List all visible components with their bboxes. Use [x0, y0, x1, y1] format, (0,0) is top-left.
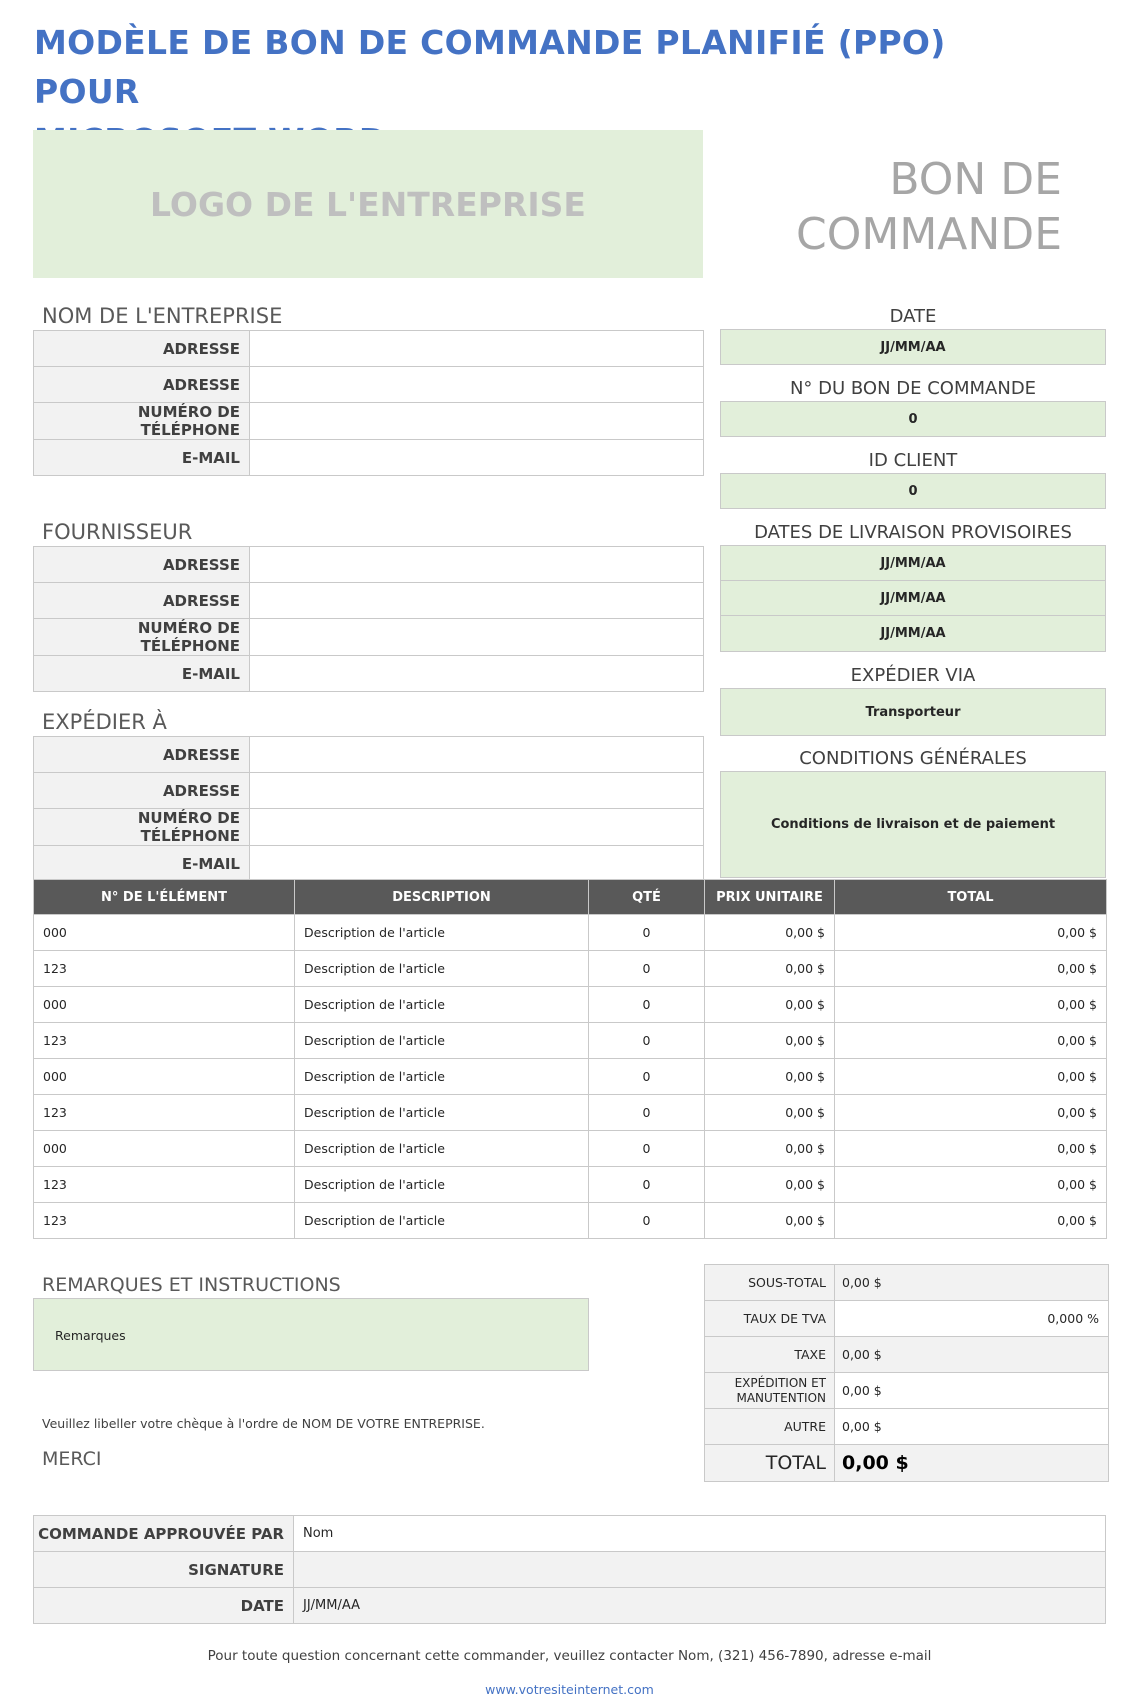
po-number-value: 0	[908, 411, 918, 427]
company-name-heading: NOM DE L'ENTREPRISE	[42, 304, 283, 328]
field-label: ADRESSE	[34, 773, 250, 809]
table-row	[34, 367, 704, 403]
field-label: ADRESSE	[34, 583, 250, 619]
company-address-2-input[interactable]	[250, 367, 704, 403]
table-row	[705, 1373, 1109, 1409]
table-row	[705, 1337, 1109, 1373]
supplier-address-table	[33, 546, 704, 692]
delivery-date-value: JJ/MM/AA	[880, 555, 946, 571]
field-label: NUMÉRO DE TÉLÉPHONE	[34, 619, 250, 656]
other-input[interactable]: 0,00 $	[835, 1409, 1109, 1445]
tax-label: TAXE	[705, 1337, 835, 1373]
company-email-input[interactable]	[250, 440, 704, 476]
column-header-total: TOTAL	[835, 880, 1107, 915]
table-row	[34, 1167, 1107, 1203]
item-number-cell[interactable]: 000	[34, 915, 295, 951]
company-address-1-input[interactable]	[250, 331, 704, 367]
column-header-description: DESCRIPTION	[295, 880, 589, 915]
field-label: ADRESSE	[34, 547, 250, 583]
item-unit-price-cell[interactable]: 0,00 $	[705, 1203, 835, 1239]
date-label: DATE	[889, 306, 937, 327]
table-row	[34, 547, 704, 583]
table-row	[34, 1588, 1106, 1624]
item-quantity-cell[interactable]: 0	[589, 987, 705, 1023]
item-quantity-cell[interactable]: 0	[589, 1131, 705, 1167]
company-logo-placeholder[interactable]	[33, 130, 703, 278]
client-id-field[interactable]	[720, 473, 1106, 509]
table-row	[34, 1059, 1107, 1095]
field-label: E-MAIL	[34, 656, 250, 692]
item-number-cell[interactable]: 123	[34, 1095, 295, 1131]
table-row	[34, 1516, 1106, 1552]
field-label: NUMÉRO DE TÉLÉPHONE	[34, 809, 250, 846]
table-row	[34, 403, 704, 440]
column-header-unit-price: PRIX UNITAIRE	[705, 880, 835, 915]
table-row	[34, 951, 1107, 987]
item-total-cell: 0,00 $	[835, 1131, 1107, 1167]
item-quantity-cell[interactable]: 0	[589, 1059, 705, 1095]
approved-by-label: COMMANDE APPROUVÉE PAR	[34, 1516, 294, 1552]
ship-to-email-input[interactable]	[250, 846, 704, 882]
vat-rate-input[interactable]: 0,000 %	[835, 1301, 1109, 1337]
date-value: JJ/MM/AA	[880, 339, 946, 355]
terms-field[interactable]	[720, 771, 1106, 878]
supplier-heading: FOURNISSEUR	[42, 520, 193, 544]
shipping-label-line1: EXPÉDITION ET	[734, 1375, 826, 1390]
table-row	[34, 846, 704, 882]
item-total-cell: 0,00 $	[835, 951, 1107, 987]
totals-table	[704, 1264, 1109, 1482]
company-address-table	[33, 330, 704, 476]
shipping-handling-input[interactable]: 0,00 $	[835, 1373, 1109, 1409]
item-description-cell[interactable]: Description de l'article	[295, 1059, 589, 1095]
footer-contact: Pour toute question concernant cette commander, veuillez contacter Nom, (321) 456-7890, adresse e-mail	[207, 1648, 932, 1664]
table-row	[34, 619, 704, 656]
table-row	[705, 1445, 1109, 1482]
item-number-cell[interactable]: 123	[34, 1203, 295, 1239]
shipping-label-line2: MANUTENTION	[736, 1390, 826, 1405]
item-quantity-cell[interactable]: 0	[589, 915, 705, 951]
item-unit-price-cell[interactable]: 0,00 $	[705, 951, 835, 987]
other-label: AUTRE	[705, 1409, 835, 1445]
table-row	[34, 1552, 1106, 1588]
delivery-date-value: JJ/MM/AA	[880, 626, 946, 641]
item-unit-price-cell[interactable]: 0,00 $	[705, 1131, 835, 1167]
field-label: NUMÉRO DE TÉLÉPHONE	[34, 403, 250, 440]
ship-via-value: Transporteur	[865, 704, 961, 720]
remarks-field[interactable]	[33, 1298, 589, 1371]
item-total-cell: 0,00 $	[835, 915, 1107, 951]
ship-to-heading: EXPÉDIER À	[42, 710, 167, 734]
table-row	[34, 1203, 1107, 1239]
table-row	[705, 1301, 1109, 1337]
company-phone-input[interactable]	[250, 403, 704, 440]
item-unit-price-cell[interactable]: 0,00 $	[705, 915, 835, 951]
table-row	[34, 737, 704, 773]
item-total-cell: 0,00 $	[835, 1023, 1107, 1059]
item-number-cell[interactable]: 123	[34, 1023, 295, 1059]
remarks-text: Remarques	[55, 1328, 126, 1343]
item-total-cell: 0,00 $	[835, 1059, 1107, 1095]
table-row	[34, 773, 704, 809]
field-label: ADRESSE	[34, 737, 250, 773]
item-quantity-cell[interactable]: 0	[589, 1023, 705, 1059]
item-number-cell[interactable]: 123	[34, 1167, 295, 1203]
item-description-cell[interactable]: Description de l'article	[295, 1203, 589, 1239]
website-link[interactable]: www.votresiteinternet.com	[485, 1682, 654, 1697]
table-row	[34, 809, 704, 846]
table-row	[34, 331, 704, 367]
field-label: ADRESSE	[34, 331, 250, 367]
item-description-cell[interactable]: Description de l'article	[295, 951, 589, 987]
item-unit-price-cell[interactable]: 0,00 $	[705, 1023, 835, 1059]
cheque-note: Veuillez libeller votre chèque à l'ordre de NOM DE VOTRE ENTREPRISE.	[42, 1416, 485, 1431]
po-number-field[interactable]	[720, 401, 1106, 437]
item-number-cell[interactable]: 000	[34, 1131, 295, 1167]
table-row	[34, 1095, 1107, 1131]
client-id-label: ID CLIENT	[868, 450, 958, 471]
table-header-row	[34, 880, 1107, 915]
subtotal-label: SOUS-TOTAL	[705, 1265, 835, 1301]
table-row	[34, 915, 1107, 951]
date-field[interactable]	[720, 329, 1106, 365]
client-id-value: 0	[908, 483, 918, 499]
item-number-cell[interactable]: 000	[34, 987, 295, 1023]
table-row	[34, 1023, 1107, 1059]
item-description-cell[interactable]: Description de l'article	[295, 915, 589, 951]
document-title-line2: COMMANDE	[796, 209, 1062, 260]
vat-rate-label: TAUX DE TVA	[705, 1301, 835, 1337]
supplier-email-input[interactable]	[250, 656, 704, 692]
item-unit-price-cell[interactable]: 0,00 $	[705, 987, 835, 1023]
item-quantity-cell[interactable]: 0	[589, 1203, 705, 1239]
signature-label: SIGNATURE	[34, 1552, 294, 1588]
thanks-text: MERCI	[42, 1448, 102, 1470]
column-header-item-number: N° DE L'ÉLÉMENT	[34, 880, 295, 915]
column-header-quantity: QTÉ	[589, 880, 705, 915]
approved-by-input[interactable]: Nom	[294, 1516, 1106, 1552]
item-description-cell[interactable]: Description de l'article	[295, 1167, 589, 1203]
line-items-table	[33, 879, 1107, 1239]
grand-total-value: 0,00 $	[835, 1445, 1109, 1482]
field-label: ADRESSE	[34, 367, 250, 403]
item-total-cell: 0,00 $	[835, 1167, 1107, 1203]
approval-date-label: DATE	[34, 1588, 294, 1624]
document-title	[740, 152, 1062, 262]
supplier-address-2-input[interactable]	[250, 583, 704, 619]
item-quantity-cell[interactable]: 0	[589, 951, 705, 987]
item-number-cell[interactable]: 123	[34, 951, 295, 987]
ship-to-phone-input[interactable]	[250, 809, 704, 846]
item-description-cell[interactable]: Description de l'article	[295, 1131, 589, 1167]
item-description-cell[interactable]: Description de l'article	[295, 1095, 589, 1131]
tax-value: 0,00 $	[835, 1337, 1109, 1373]
approval-date-input[interactable]: JJ/MM/AA	[294, 1588, 1106, 1624]
terms-label: CONDITIONS GÉNÉRALES	[799, 748, 1027, 769]
item-description-cell[interactable]: Description de l'article	[295, 1023, 589, 1059]
table-row	[34, 987, 1107, 1023]
table-row	[34, 1131, 1107, 1167]
supplier-address-1-input[interactable]	[250, 547, 704, 583]
signature-input[interactable]	[294, 1552, 1106, 1588]
item-total-cell: 0,00 $	[835, 987, 1107, 1023]
delivery-date-field-3[interactable]	[720, 615, 1106, 652]
table-row	[705, 1409, 1109, 1445]
ship-to-address-table	[33, 736, 704, 882]
logo-placeholder-text: LOGO DE L'ENTREPRISE	[150, 184, 586, 224]
item-description-cell[interactable]: Description de l'article	[295, 987, 589, 1023]
table-row	[34, 440, 704, 476]
ship-to-address-1-input[interactable]	[250, 737, 704, 773]
item-total-cell: 0,00 $	[835, 1095, 1107, 1131]
delivery-date-field-1[interactable]	[720, 545, 1106, 581]
item-quantity-cell[interactable]: 0	[589, 1095, 705, 1131]
subtotal-value: 0,00 $	[835, 1265, 1109, 1301]
supplier-phone-input[interactable]	[250, 619, 704, 656]
page-title-line1: MODÈLE DE BON DE COMMANDE PLANIFIÉ (PPO) POUR	[34, 23, 946, 111]
terms-value: Conditions de livraison et de paiement	[770, 817, 1056, 832]
shipping-handling-label	[705, 1373, 835, 1409]
delivery-date-field-2[interactable]	[720, 580, 1106, 616]
ship-to-address-2-input[interactable]	[250, 773, 704, 809]
item-quantity-cell[interactable]: 0	[589, 1167, 705, 1203]
table-row	[34, 583, 704, 619]
approval-table	[33, 1515, 1106, 1624]
delivery-date-value: JJ/MM/AA	[880, 590, 946, 606]
document-title-line1: BON DE	[889, 154, 1062, 205]
field-label: E-MAIL	[34, 846, 250, 882]
item-number-cell[interactable]: 000	[34, 1059, 295, 1095]
ship-via-field[interactable]	[720, 688, 1106, 736]
item-unit-price-cell[interactable]: 0,00 $	[705, 1059, 835, 1095]
table-row	[705, 1265, 1109, 1301]
po-number-label: N° DU BON DE COMMANDE	[789, 378, 1037, 399]
grand-total-label: TOTAL	[705, 1445, 835, 1482]
ship-via-label: EXPÉDIER VIA	[850, 665, 976, 686]
remarks-heading: REMARQUES ET INSTRUCTIONS	[42, 1274, 341, 1296]
item-unit-price-cell[interactable]: 0,00 $	[705, 1095, 835, 1131]
item-total-cell: 0,00 $	[835, 1203, 1107, 1239]
delivery-dates-label: DATES DE LIVRAISON PROVISOIRES	[754, 522, 1072, 543]
table-row	[34, 656, 704, 692]
field-label: E-MAIL	[34, 440, 250, 476]
item-unit-price-cell[interactable]: 0,00 $	[705, 1167, 835, 1203]
